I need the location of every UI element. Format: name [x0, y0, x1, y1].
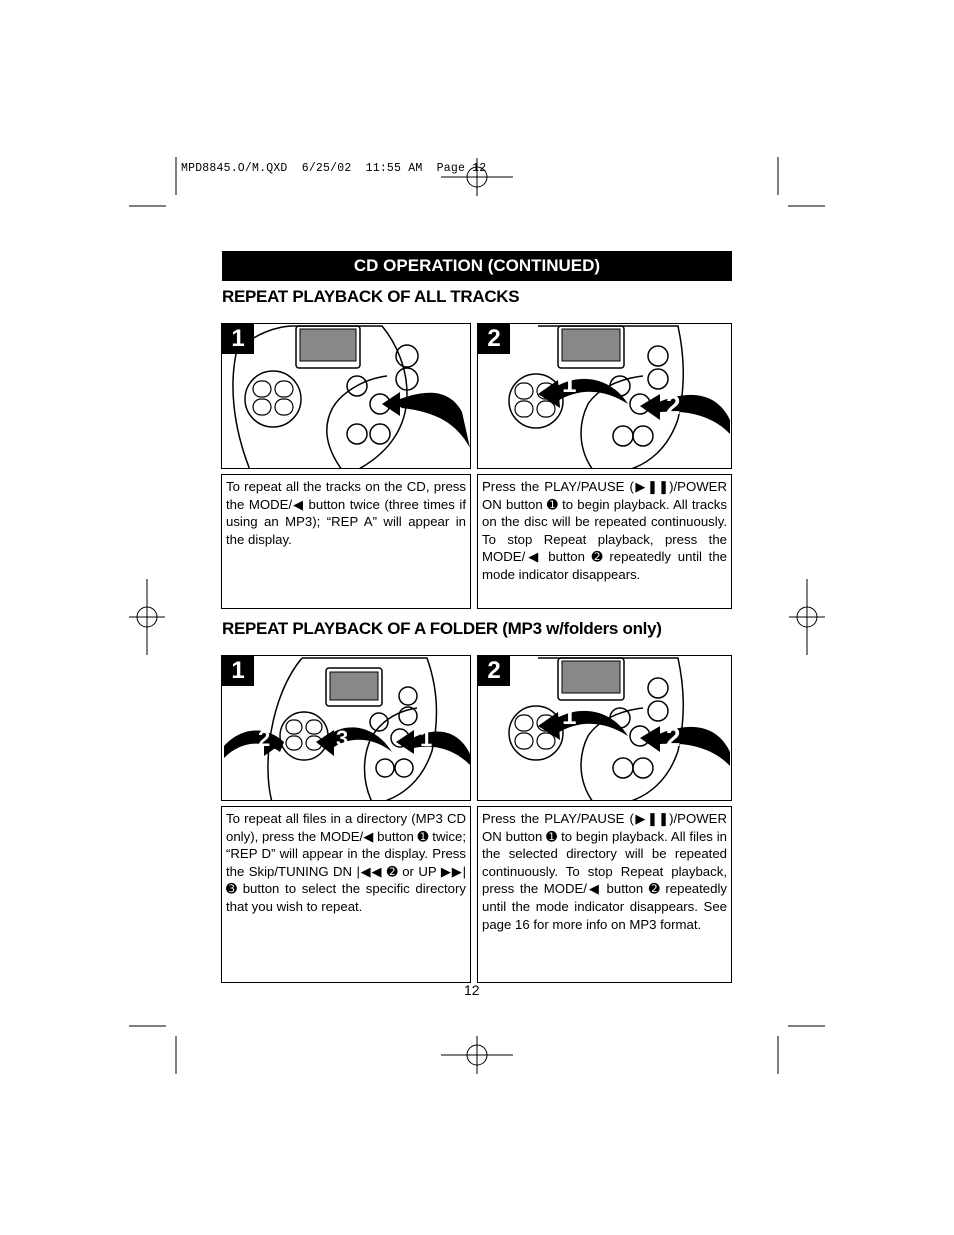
cd-player-illustration-icon: [222, 324, 471, 469]
cd-player-illustration-icon: [478, 656, 732, 801]
callout-number: 1: [420, 726, 433, 751]
page-title: CD OPERATION (CONTINUED): [222, 251, 732, 281]
callout-number: 1: [562, 368, 577, 398]
step-number: 2: [478, 324, 510, 354]
print-slug: MPD8845.O/M.QXD 6/25/02 11:55 AM Page 12: [181, 162, 487, 175]
section-title-repeat-all: REPEAT PLAYBACK OF ALL TRACKS: [222, 287, 520, 306]
callout-number: 2: [258, 726, 271, 751]
step-instruction: To repeat all files in a directory (MP3 CD only), press the MODE/◀ button ➊ twice; “REP D” will appear in the display. Press the Skip/TUNING DN |◀◀ ➋ or UP ▶▶| ➌ button to select the specific directory that you wish to repeat.: [226, 811, 466, 914]
step-number: 2: [478, 656, 510, 686]
illustration-panel: [221, 655, 471, 801]
step-instruction: To repeat all the tracks on the CD, press the MODE/◀ button twice (three times if using an MP3); “REP A” will appear in the display.: [226, 479, 466, 547]
cd-player-illustration-icon: [478, 324, 732, 469]
registration-mark-icon: [129, 579, 165, 655]
instruction-text-box: [477, 474, 732, 609]
section-title-repeat-folder: REPEAT PLAYBACK OF A FOLDER (MP3 w/folders only): [222, 619, 662, 638]
registration-mark-icon: [789, 579, 825, 655]
instruction-text-box: [477, 806, 732, 983]
instruction-text-box: [221, 806, 471, 983]
callout-number: 2: [666, 722, 681, 752]
step-instruction: Press the PLAY/PAUSE (▶❚❚)/POWER ON button ➊ to begin playback. All files in the selected directory will be repeated continuously. To stop Repeat playback, press the MODE/◀ button ➋ repeatedly until the mode indicator disappears. See page 16 for more info on MP3 format.: [482, 811, 727, 932]
illustration-panel: [221, 323, 471, 469]
step-number: 1: [222, 324, 254, 354]
illustration-panel: [477, 323, 732, 469]
callout-number: 1: [562, 700, 577, 730]
page-number: 12: [464, 982, 480, 998]
registration-mark-icon: [441, 1036, 513, 1074]
instruction-text-box: [221, 474, 471, 609]
step-number: 1: [222, 656, 254, 686]
illustration-panel: [477, 655, 732, 801]
callout-number: 3: [336, 726, 349, 751]
callout-number: 2: [666, 390, 681, 420]
step-instruction: Press the PLAY/PAUSE (▶❚❚)/POWER ON button ➊ to begin playback. All tracks on the disc will be repeated continuously. To stop Repeat playback, press the MODE/◀ button ➋ repeatedly until the mode indicator disappears.: [482, 479, 727, 582]
